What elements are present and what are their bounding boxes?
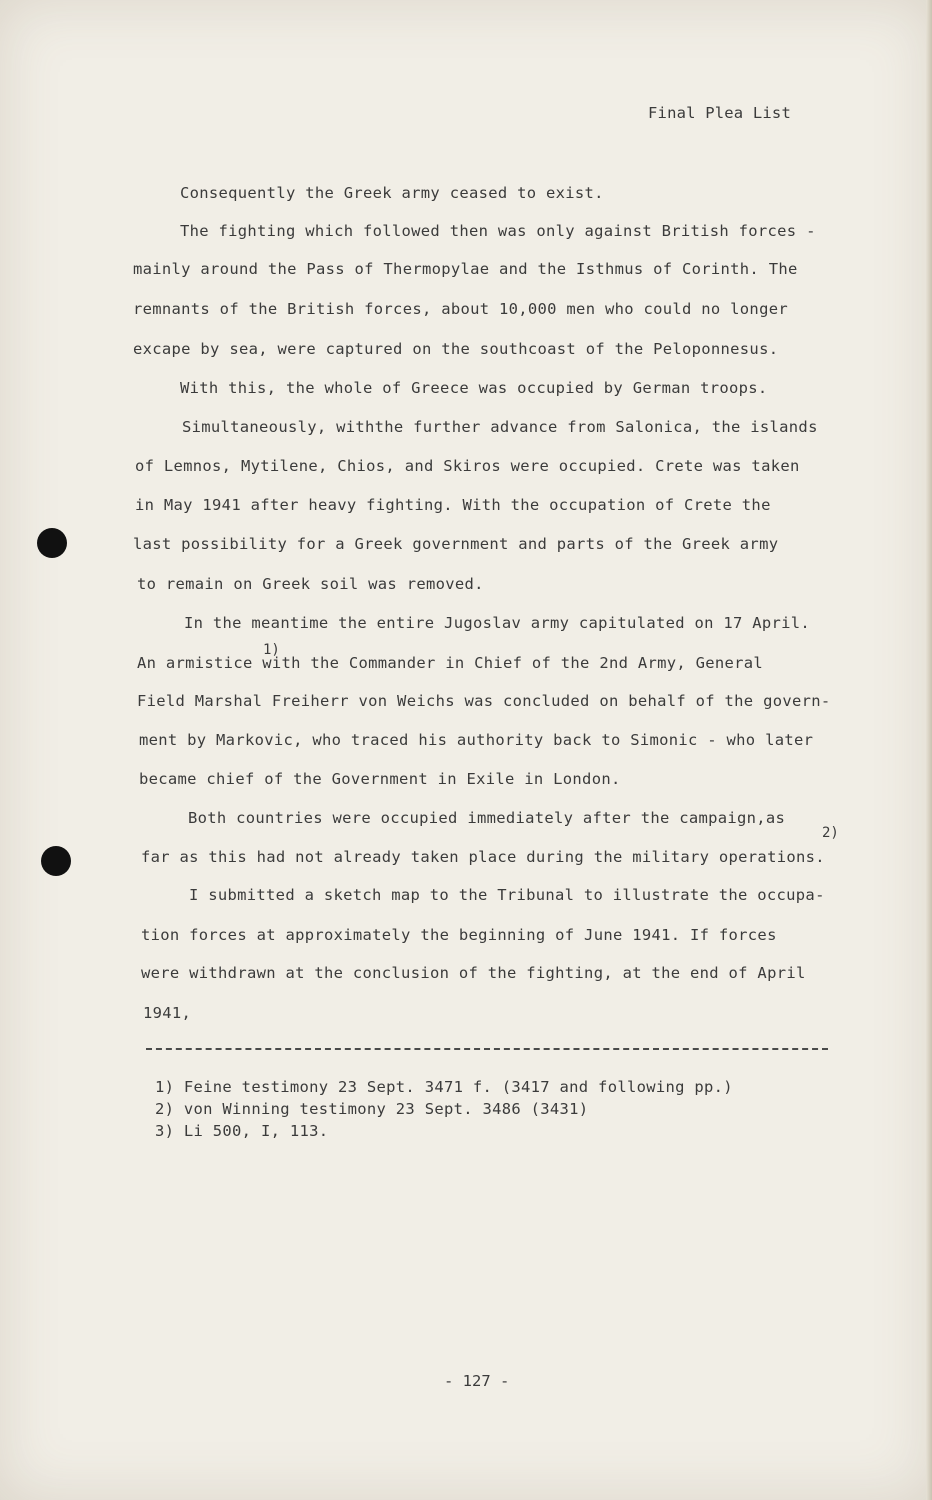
footnote-marker: 1) (263, 642, 280, 658)
document-header: Final Plea List (648, 104, 791, 122)
text-line: mainly around the Pass of Thermopylae and the Isthmus of Corinth. The (133, 260, 798, 278)
text-line: excape by sea, were captured on the southcoast of the Peloponnesus. (133, 340, 779, 358)
text-line: With this, the whole of Greece was occupied by German troops. (180, 379, 768, 397)
text-line: ment by Markovic, who traced his authority back to Simonic - who later (139, 731, 814, 749)
punch-hole (37, 528, 67, 558)
text-line: Consequently the Greek army ceased to exist. (180, 184, 604, 202)
text-line: Both countries were occupied immediately after the campaign,as (188, 809, 786, 827)
footnote: 3) Li 500, I, 113. (155, 1122, 329, 1140)
text-line: were withdrawn at the conclusion of the fighting, at the end of April (141, 964, 806, 982)
text-line: last possibility for a Greek government and parts of the Greek army (133, 535, 779, 553)
text-line: in May 1941 after heavy fighting. With the occupation of Crete the (135, 496, 771, 514)
page-number: - 127 - (444, 1372, 510, 1390)
footnote-divider (146, 1048, 828, 1050)
text-line: far as this had not already taken place during the military operations. (141, 848, 825, 866)
text-line: to remain on Greek soil was removed. (137, 575, 484, 593)
page-edge (926, 0, 932, 1500)
punch-hole (41, 846, 71, 876)
text-line: Field Marshal Freiherr von Weichs was concluded on behalf of the govern- (137, 692, 831, 710)
text-line: In the meantime the entire Jugoslav army capitulated on 17 April. (184, 614, 811, 632)
text-line: The fighting which followed then was only against British forces - (180, 222, 816, 240)
text-line: Simultaneously, withthe further advance from Salonica, the islands (182, 418, 818, 436)
text-line: remnants of the British forces, about 10,000 men who could no longer (133, 300, 788, 318)
text-line: became chief of the Government in Exile in London. (139, 770, 621, 788)
footnote: 2) von Winning testimony 23 Sept. 3486 (3431) (155, 1100, 589, 1118)
text-line: 1941, (143, 1004, 192, 1022)
text-line: of Lemnos, Mytilene, Chios, and Skiros were occupied. Crete was taken (135, 457, 800, 475)
footnote: 1) Feine testimony 23 Sept. 3471 f. (3417 and following pp.) (155, 1078, 733, 1096)
text-line: An armistice with the Commander in Chief of the 2nd Army, General (137, 654, 764, 672)
text-line: tion forces at approximately the beginning of June 1941. If forces (141, 926, 777, 944)
footnote-marker: 2) (822, 825, 839, 841)
text-line: I submitted a sketch map to the Tribunal to illustrate the occupa- (189, 886, 825, 904)
